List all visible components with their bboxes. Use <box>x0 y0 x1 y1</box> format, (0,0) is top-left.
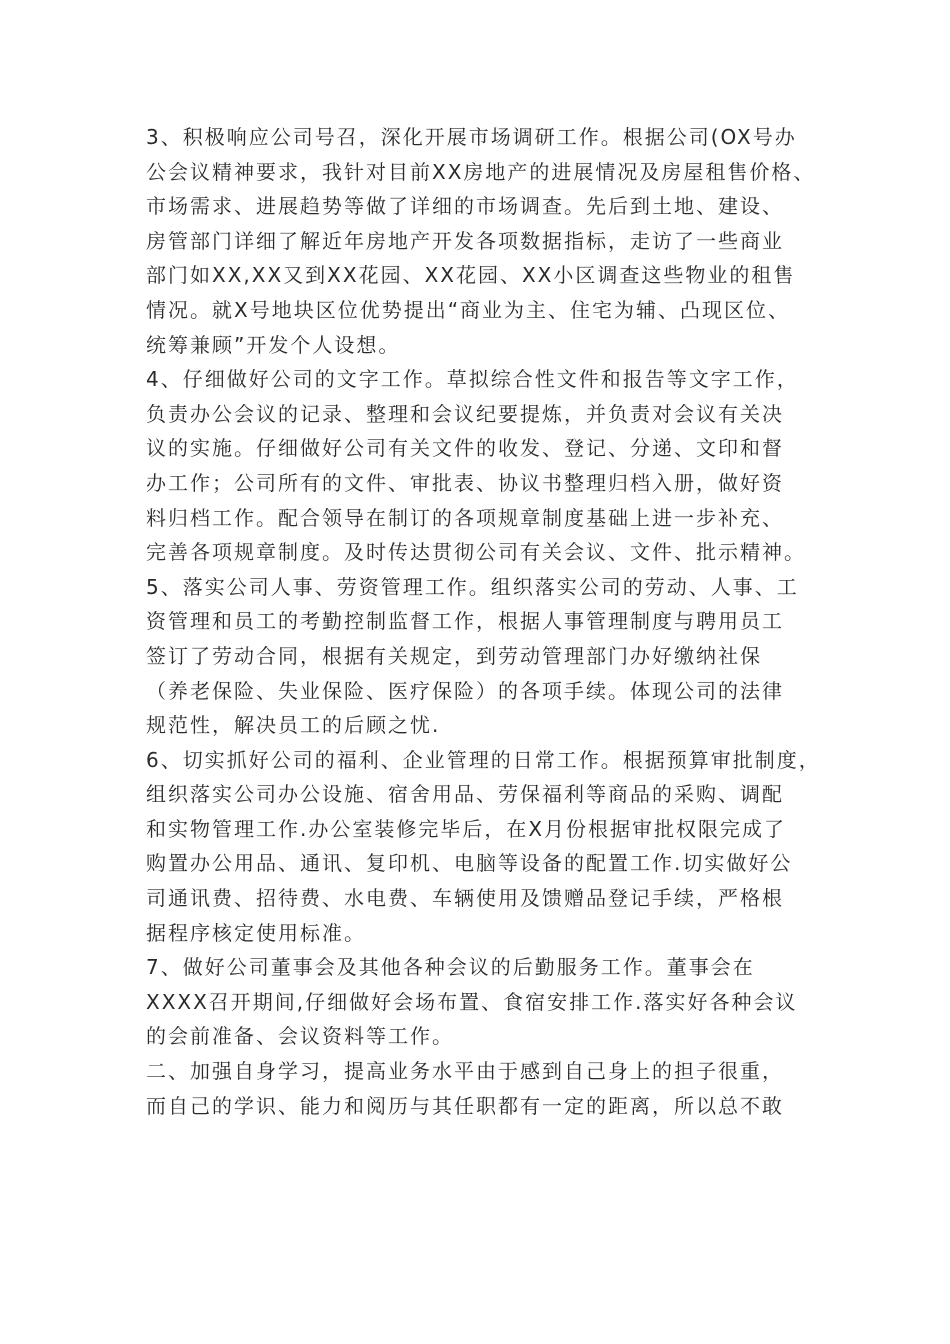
text-line: 部门如XX,XX又到XX花园、XX花园、XX小区调查这些物业的租售 <box>146 263 796 288</box>
text-line: 5、落实公司人事、劳资管理工作。组织落实公司的劳动、人事、工 <box>146 574 799 599</box>
text-line: 公会议精神要求，我针对目前XX房地产的进展情况及房屋租售价格、 <box>146 159 816 184</box>
text-line: 司通讯费、招待费、水电费、车辆使用及馈赠品登记手续，严格根 <box>146 886 784 911</box>
text-line: 3、积极响应公司号召，深化开展市场调研工作。根据公司(OX号办 <box>146 125 797 149</box>
text-line: 市场需求、进展趋势等做了详细的市场调查。先后到土地、建设、 <box>146 194 784 219</box>
text-line: 资管理和员工的考勤控制监督工作，根据人事管理制度与聘用员工 <box>146 609 784 634</box>
text-line: 料归档工作。配合领导在制订的各项规章制度基础上进一步补充、 <box>146 505 784 530</box>
text-line: 的会前准备、会议资料等工作。 <box>146 1024 454 1049</box>
text-line: 购置办公用品、通讯、复印机、电脑等设备的配置工作.切实做好公 <box>146 851 793 876</box>
text-line: 统筹兼顾”开发个人设想。 <box>146 332 401 357</box>
text-line: 7、做好公司董事会及其他各种会议的后勤服务工作。董事会在 <box>146 955 755 980</box>
text-line: 和实物管理工作.办公室装修完毕后，在X月份根据审批权限完成了 <box>146 816 787 841</box>
text-line: 完善各项规章制度。及时传达贯彻公司有关会议、文件、批示精神。 <box>146 540 806 565</box>
text-line: 议的实施。仔细做好公司有关文件的收发、登记、分递、文印和督 <box>146 436 784 461</box>
text-line: 负责办公会议的记录、整理和会议纪要提炼，并负责对会议有关决 <box>146 401 784 426</box>
text-line: 二、加强自身学习，提高业务水平由于感到自己身上的担子很重， <box>146 1059 784 1084</box>
text-line: 房管部门详细了解近年房地产开发各项数据指标，走访了一些商业 <box>146 228 784 253</box>
text-line: 6、切实抓好公司的福利、企业管理的日常工作。根据预算审批制度， <box>146 747 821 772</box>
text-line: 办工作；公司所有的文件、审批表、协议书整理归档入册，做好资 <box>146 470 784 495</box>
text-line: XXXX召开期间,仔细做好会场布置、食宿安排工作.落实好各种会议 <box>146 989 798 1014</box>
text-line: 规范性，解决员工的后顾之忧. <box>146 713 441 738</box>
text-line: （养老保险、失业保险、医疗保险）的各项手续。体现公司的法律 <box>146 678 784 703</box>
text-line: 签订了劳动合同，根据有关规定，到劳动管理部门办好缴纳社保 <box>146 643 762 668</box>
text-line: 组织落实公司办公设施、宿舍用品、劳保福利等商品的采购、调配 <box>146 782 784 807</box>
text-line: 4、仔细做好公司的文字工作。草拟综合性文件和报告等文字工作， <box>146 367 799 392</box>
text-line: 情况。就X号地块区位优势提出“商业为主、住宅为辅、凸现区位、 <box>146 297 791 322</box>
text-line: 据程序核定使用标准。 <box>146 920 366 945</box>
body-text <box>146 120 836 1123</box>
text-line: 而自己的学识、能力和阅历与其任职都有一定的距离，所以总不敢 <box>146 1093 784 1118</box>
